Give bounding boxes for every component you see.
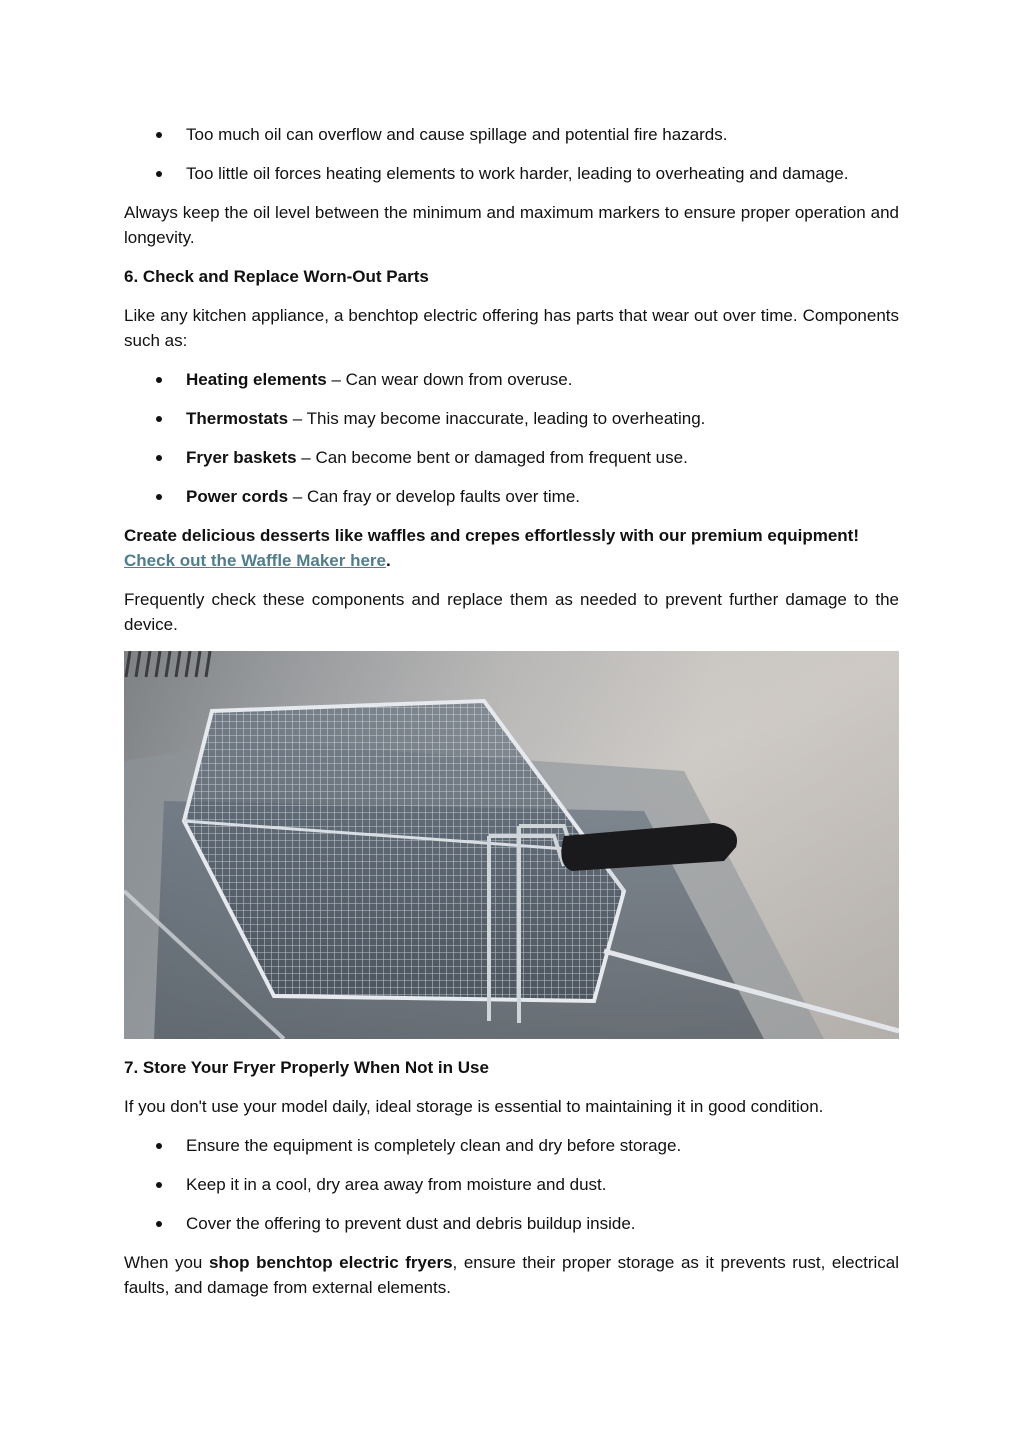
list-item (124, 445, 899, 470)
part-desc: – This may become inaccurate, leading to overheating. (288, 409, 706, 428)
promo-text: Create delicious desserts like waffles and crepes effortlessly with our premium equipment! (124, 526, 860, 545)
part-desc: – Can become bent or damaged from frequent use. (296, 448, 688, 467)
bullet-icon (156, 494, 162, 500)
list-item: Cover the offering to prevent dust and debris buildup inside. (124, 1211, 899, 1236)
list-item: Too much oil can overflow and cause spillage and potential fire hazards. (124, 122, 899, 147)
section-heading-6: 6. Check and Replace Worn-Out Parts (124, 267, 429, 286)
shop-fryers-strong: shop benchtop electric fryers (208, 1253, 453, 1272)
list-item (124, 367, 899, 392)
oil-level-paragraph: Always keep the oil level between the minimum and maximum markers to ensure proper operation and longevity. (124, 203, 899, 247)
check-components-paragraph: Frequently check these components and replace them as needed to prevent further damage to the device. (124, 590, 899, 634)
storage-list (124, 1133, 899, 1236)
list-item: Too little oil forces heating elements to work harder, leading to overheating and damage. (124, 161, 899, 186)
waffle-maker-link[interactable]: Check out the Waffle Maker here (124, 551, 386, 570)
fryer-basket-illustration (124, 651, 899, 1039)
list-item: Keep it in a cool, dry area away from moisture and dust. (124, 1172, 899, 1197)
fryer-basket-photo (124, 651, 899, 1039)
parts-list (124, 367, 899, 509)
oil-level-list (124, 122, 899, 186)
part-desc: – Can wear down from overuse. (326, 370, 573, 389)
part-desc: – Can fray or develop faults over time. (288, 487, 581, 506)
bullet-icon (156, 377, 162, 383)
storage-intro-paragraph: If you don't use your model daily, ideal storage is essential to maintaining it in good condition. (124, 1097, 824, 1116)
bullet-icon (156, 132, 162, 138)
bullet-icon (156, 455, 162, 461)
bullet-icon (156, 1182, 162, 1188)
bullet-icon (156, 416, 162, 422)
bullet-icon (156, 1143, 162, 1149)
document-page (124, 122, 899, 1314)
promo-end: . (386, 551, 391, 570)
list-item: Ensure the equipment is completely clean and dry before storage. (124, 1133, 899, 1158)
section-heading-7: 7. Store Your Fryer Properly When Not in Use (124, 1058, 489, 1077)
list-item (124, 406, 899, 431)
final-paragraph: When you shop benchtop electric fryers, ensure their proper storage as it prevents rust, electrical faults, and damage from external elements. (124, 1253, 899, 1297)
bullet-icon (156, 171, 162, 177)
bullet-icon (156, 1221, 162, 1227)
parts-intro-paragraph: Like any kitchen appliance, a benchtop electric offering has parts that wear out over time. Components such as: (124, 306, 899, 350)
part-term: Power cords (186, 487, 289, 506)
promo-paragraph (124, 523, 899, 573)
part-term: Thermostats (186, 409, 289, 428)
part-term: Fryer baskets (186, 448, 297, 467)
part-term: Heating elements (186, 370, 327, 389)
list-item (124, 484, 899, 509)
